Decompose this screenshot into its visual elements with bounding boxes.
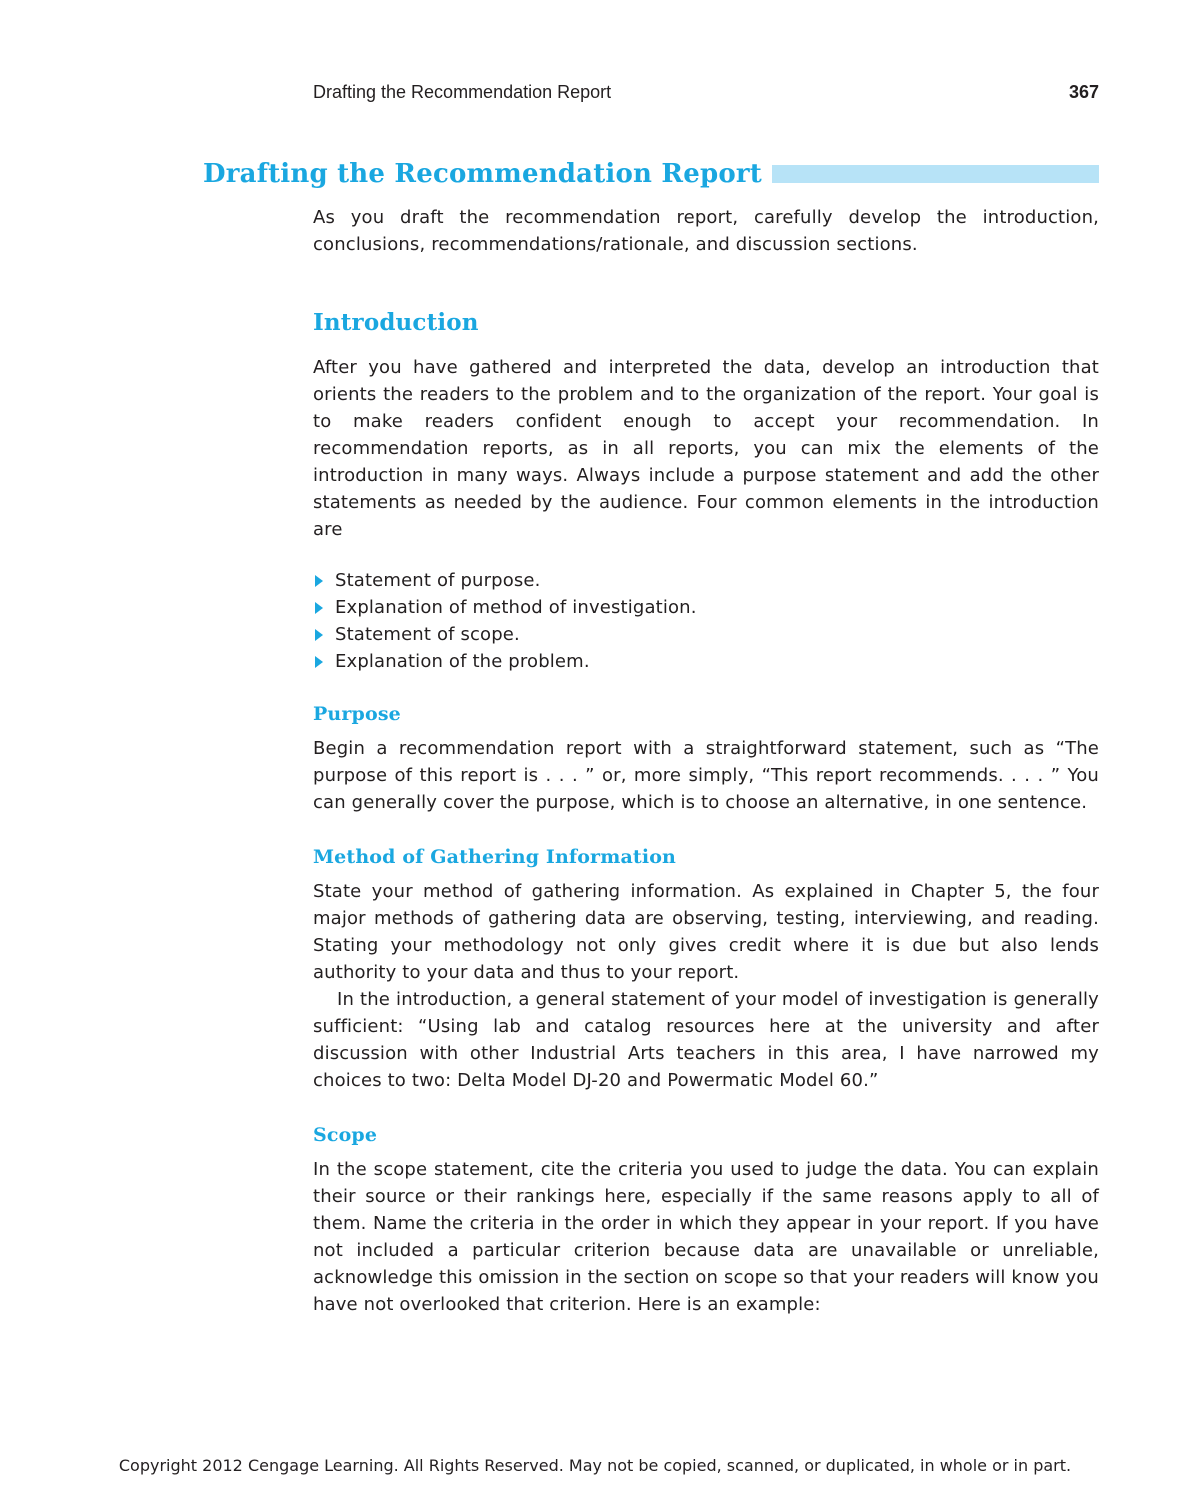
triangle-bullet-icon — [315, 575, 323, 587]
list-item-text: Explanation of method of investigation. — [335, 597, 697, 618]
chapter-title-row — [203, 156, 1099, 192]
page-content — [313, 204, 1099, 1346]
purpose-paragraph: Begin a recommendation report with a straightforward statement, such as “The purpose of this report is . . . ” or, more simply, “This report recommends. . . . ” You can generally cover the purpose, which is to choose an alternative, in one sentence. — [313, 738, 1099, 813]
running-head-title: Drafting the Recommendation Report — [313, 81, 612, 102]
triangle-bullet-icon — [315, 656, 323, 668]
method-paragraph-2: In the introduction, a general statement of your model of investigation is generally sufficient: “Using lab and catalog resources here at the university and after discussion with other Industrial Arts teachers in this area, I have narrowed my choices to two: Delta Model DJ-20 and Powermatic Model 60.” — [313, 989, 1099, 1091]
method-section — [313, 844, 1099, 1094]
introduction-heading: Introduction — [313, 309, 479, 336]
page-number: 367 — [1068, 81, 1099, 102]
list-item-text: Statement of scope. — [335, 624, 520, 645]
intro-paragraph: As you draft the recommendation report, carefully develop the introduction, conclusions, recommendations/rationale, and discussion sections. — [313, 207, 1099, 255]
title-accent-bar — [772, 165, 1099, 183]
scope-section — [313, 1122, 1099, 1318]
list-item — [313, 567, 1099, 594]
list-item-text: Statement of purpose. — [335, 570, 541, 591]
list-item — [313, 648, 1099, 675]
method-paragraph-1: State your method of gathering information. As explained in Chapter 5, the four major methods of gathering data are observing, testing, interviewing, and reading. Stating your methodology not only gives credit where it is due but also lends authority to your data and thus to your report. — [313, 881, 1099, 983]
triangle-bullet-icon — [315, 602, 323, 614]
list-item — [313, 594, 1099, 621]
triangle-bullet-icon — [315, 629, 323, 641]
scope-heading: Scope — [313, 1124, 378, 1146]
introduction-paragraph: After you have gathered and interpreted the data, develop an introduction that orients the readers to the problem and to the organization of the report. Your goal is to make readers confident enough to accept your recommendation. In recommendation reports, as in all reports, you can mix the elements of the introduction in many ways. Always include a purpose statement and add the other statements as needed by the audience. Four common elements in the introduction are — [313, 357, 1099, 540]
method-heading: Method of Gathering Information — [313, 846, 677, 868]
scope-paragraph: In the scope statement, cite the criteria you used to judge the data. You can explain their source or their rankings here, especially if the same reasons apply to all of them. Name the criteria in the order in which they appear in your report. If you have not included a particular criterion because data are unavailable or unreliable, acknowledge this omission in the section on scope so that your readers will know you have not overlooked that criterion. Here is an example: — [313, 1159, 1099, 1315]
chapter-title: Drafting the Recommendation Report — [203, 159, 762, 189]
purpose-section — [313, 701, 1099, 816]
running-head — [313, 80, 1099, 104]
list-item-text: Explanation of the problem. — [335, 651, 590, 672]
purpose-heading: Purpose — [313, 703, 401, 725]
copyright-notice: Copyright 2012 Cengage Learning. All Rights Reserved. May not be copied, scanned, or duplicated, in whole or in part. — [118, 1456, 1072, 1475]
list-item — [313, 621, 1099, 648]
introduction-elements-list — [313, 567, 1099, 675]
